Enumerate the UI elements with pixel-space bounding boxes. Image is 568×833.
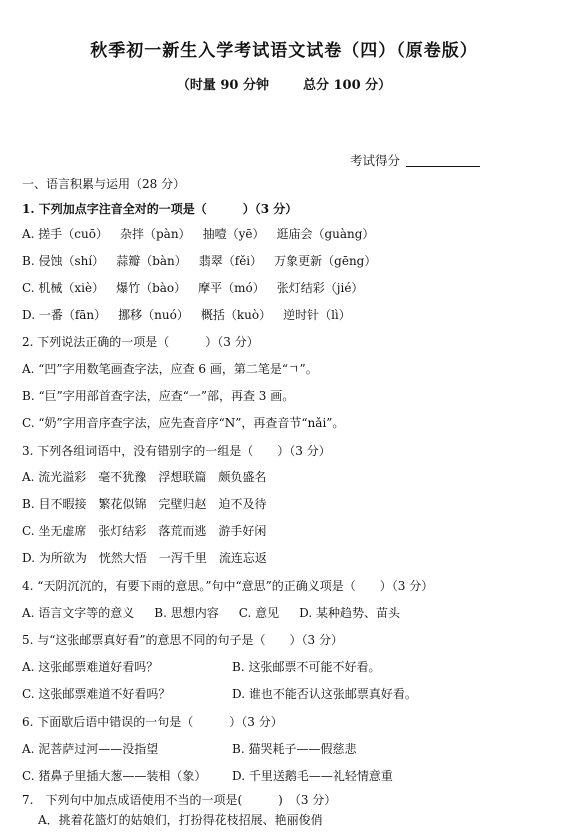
q2-option-b: B. “巨”字用部首查字法，应查“一”部，再查 3 画。 [22, 389, 295, 403]
q4-options: A. 语言文字等的意义 B. 思想内容 C. 意见 D. 某种趋势、苗头 [22, 606, 400, 620]
q3-option-a: A. 流光溢彩 毫不犹豫 浮想联篇 颇负盛名 [22, 470, 267, 484]
q2-option-c: C. “奶”字用音序查字法，应先查音序“N”，再查音节“nǎi”。 [22, 416, 345, 430]
q1-option-d: D. 一番（fān） 挪移（nuó） 概括（kuò） 逆时针（lì） [22, 308, 351, 322]
q2-stem: 2. 下列说法正确的一项是（ ）（3 分） [22, 335, 259, 349]
q1-option-b: B. 侵蚀（shí） 蒜瓣（bàn） 翡翠（fěi） 万象更新（gēng） [22, 254, 377, 268]
exam-subtitle [0, 74, 568, 93]
q3-stem: 3. 下列各组词语中，没有错别字的一组是（ ）（3 分） [22, 444, 331, 458]
exam-time: （时量 90 分钟 [176, 78, 269, 93]
q5-options-ab: A. 这张邮票难道好看吗？ B. 这张邮票不可能不好看。 [22, 660, 381, 674]
q6-options-ab: A. 泥菩萨过河——没指望 B. 猫哭耗子——假慈悲 [22, 742, 357, 756]
section-heading: 一、语言积累与运用（28 分） [22, 177, 186, 191]
score-label: 考试得分 [350, 153, 401, 168]
score-field [350, 151, 480, 169]
q2-option-a: A. “凹”字用数笔画查字法，应查 6 画，第二笔是“ㄱ”。 [22, 362, 318, 376]
exam-title: 秋季初一新生入学考试语文试卷（四）（原卷版） [90, 41, 478, 61]
q3-option-c: C. 坐无虚席 张灯结彩 落荒而逃 游手好闲 [22, 524, 267, 538]
q4-stem: 4. “天阴沉沉的，有要下雨的意思。”句中“意思”的正确义项是（ ）（3 分） [22, 579, 434, 593]
score-blank[interactable] [406, 154, 480, 167]
exam-total-score: 总分 100 分） [302, 78, 392, 93]
q1-stem: 1. 下列加点字注音全对的一项是（ ）（3 分） [22, 202, 298, 216]
q5-options-cd: C. 这张邮票难道不好看吗？ D. 谁也不能否认这张邮票真好看。 [22, 687, 417, 701]
q1-option-a: A. 搓手（cuō） 杂拌（pàn） 抽噎（yē） 逛庙会（guàng） [22, 227, 375, 241]
q5-stem: 5. 与“这张邮票真好看”的意思不同的句子是（ ）（3 分） [22, 633, 343, 647]
q7-stem: 7. 下列句中加点成语使用不当的一项是( ) （3 分） [22, 793, 337, 807]
q3-option-d: D. 为所欲为 恍然大悟 一泻千里 流连忘返 [22, 551, 267, 565]
q3-option-b: B. 目不暇接 繁花似锦 完壁归赵 迫不及待 [22, 497, 267, 511]
q7-option-a: A．挑着花篮灯的姑娘们，打扮得花枝招展、艳丽俊俏 [38, 813, 323, 827]
q6-options-cd: C. 猪鼻子里插大葱——装相（象） D. 千里送鹅毛——礼轻情意重 [22, 769, 393, 783]
q1-option-c: C. 机械（xiè） 爆竹（bào） 摩平（mó） 张灯结彩（jié） [22, 281, 364, 295]
q6-stem: 6. 下面歇后语中错误的一句是（ ）（3 分） [22, 715, 283, 729]
